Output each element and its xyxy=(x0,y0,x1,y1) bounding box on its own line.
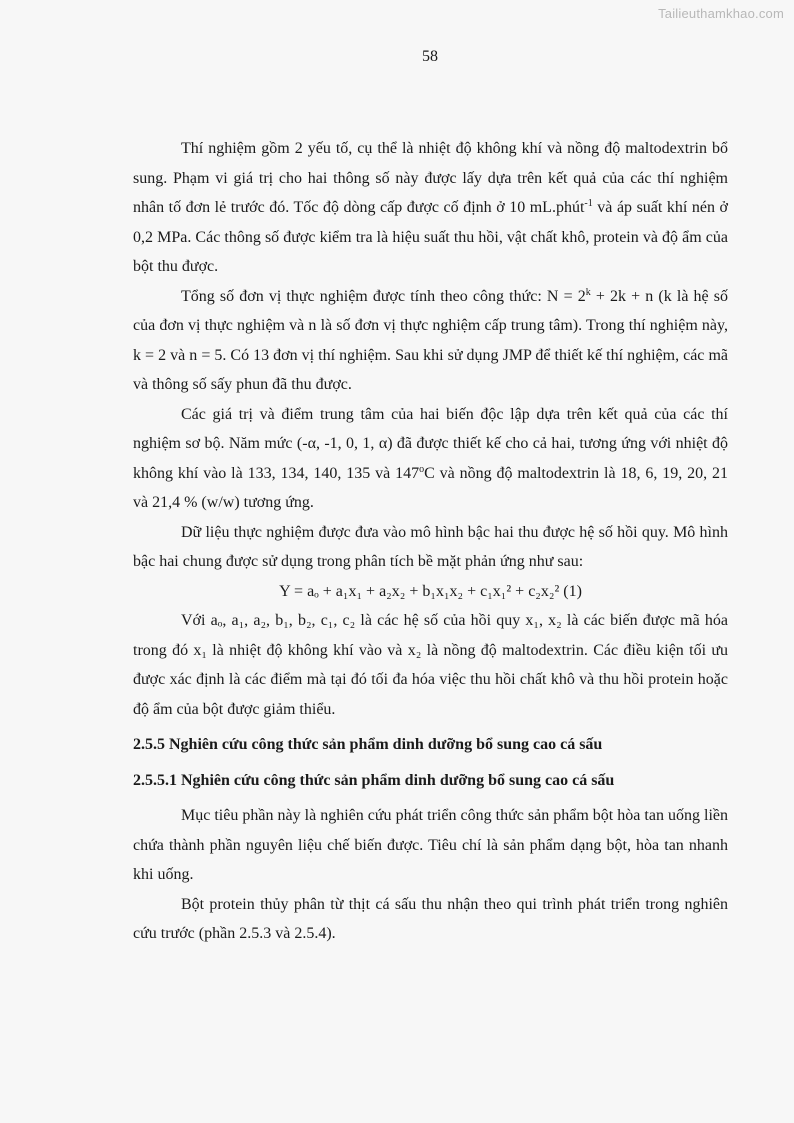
heading-2-5-5-1: 2.5.5.1 Nghiên cứu công thức sản phẩm dinh dưỡng bổ sung cao cá sấu xyxy=(133,771,615,789)
paragraph-experiment-count xyxy=(133,282,728,400)
paragraph-text: C và nồng độ maltodextrin là 18, 6, 19, 20, 21 và 21,4 % (w/w) tương ứng. xyxy=(133,464,729,511)
paragraph-text: + 2k + n (k là hệ số của đơn vị thực nghiệm và n là số đơn vị thực nghiệm cấp trung tâm). Trong thí nghiệm này, k = 2 và n = 5. Có 13 đơn vị thí nghiệm. Sau khi sử dụng JMP để thiết kế thí nghiệm, các mã và thông số sấy phun đã thu được. xyxy=(133,287,728,393)
watermark: Tailieuthamkhao.com xyxy=(658,6,784,21)
heading-2-5-5: 2.5.5 Nghiên cứu công thức sản phẩm dinh dưỡng bổ sung cao cá sấu xyxy=(133,736,603,753)
superscript: -1 xyxy=(584,198,593,209)
paragraph-text: Thí nghiệm gồm 2 yếu tố, cụ thể là nhiệt độ không khí và nồng độ maltodextrin bổ sung. Phạm vi giá trị cho hai thông số này được lấy dựa trên kết quả của các thí nghiệm nhân tố đơn lẻ trước đó. Tốc độ dòng cấp được cố định ở 10 mL.phút xyxy=(133,140,728,216)
superscript: k xyxy=(585,286,591,298)
paragraph-text: Tổng số đơn vị thực nghiệm được tính theo công thức: N = 2 xyxy=(181,287,586,305)
superscript: o xyxy=(419,463,425,475)
paragraph-text: và áp suất khí nén ở 0,2 MPa. Các thông số được kiểm tra là hiệu suất thu hồi, vật chất khô, protein và độ ẩm của bột thu được. xyxy=(133,199,728,275)
paragraph-protein-powder: Bột protein thủy phân từ thịt cá sấu thu nhận theo qui trình phát triển trong nghiên cứu trước (phần 2.5.3 và 2.5.4). xyxy=(133,895,728,942)
paragraph-model: Dữ liệu thực nghiệm được đưa vào mô hình bậc hai thu được hệ số hồi quy. Mô hình bậc hai chung được sử dụng trong phân tích bề mặt phản ứng như sau: xyxy=(133,523,728,570)
paragraph-objective: Mục tiêu phần này là nghiên cứu phát triển công thức sản phẩm bột hòa tan uống liền chứa thành phần nguyên liệu chế biến được. Tiêu chí là sản phẩm dạng bột, hòa tan nhanh khi uống. xyxy=(133,807,728,883)
page-number: 58 xyxy=(422,48,438,65)
equation-1: Y = aₒ + a₁x₁ + a₂x₂ + b₁x₁x₂ + c₁x₁² + c₂x₂² (1) xyxy=(279,582,582,600)
paragraph-levels xyxy=(133,400,728,518)
paragraph-coefficients: Với aₒ, a₁, a₂, b₁, b₂, c₁, c₂ là các hệ số của hồi quy x₁, x₂ là các biến được mã hóa trong đó x₁ là nhiệt độ không khí vào và x₂ là nồng độ maltodextrin. Các điều kiện tối ưu được xác định là các điểm mà tại đó tối đa hóa việc thu hồi chất khô và thu hồi protein hoặc độ ẩm của bột được giảm thiểu. xyxy=(133,612,728,718)
paragraph-experiment-factors xyxy=(133,134,728,282)
paragraph-text: Các giá trị và điểm trung tâm của hai biến độc lập dựa trên kết quả của các thí nghiệm sơ bộ. Năm mức (-α, -1, 0, 1, α) đã được thiết kế cho cả hai, tương ứng với nhiệt độ không khí vào là 133, 134, 140, 135 và 147 xyxy=(133,405,728,482)
document-body xyxy=(133,134,728,949)
